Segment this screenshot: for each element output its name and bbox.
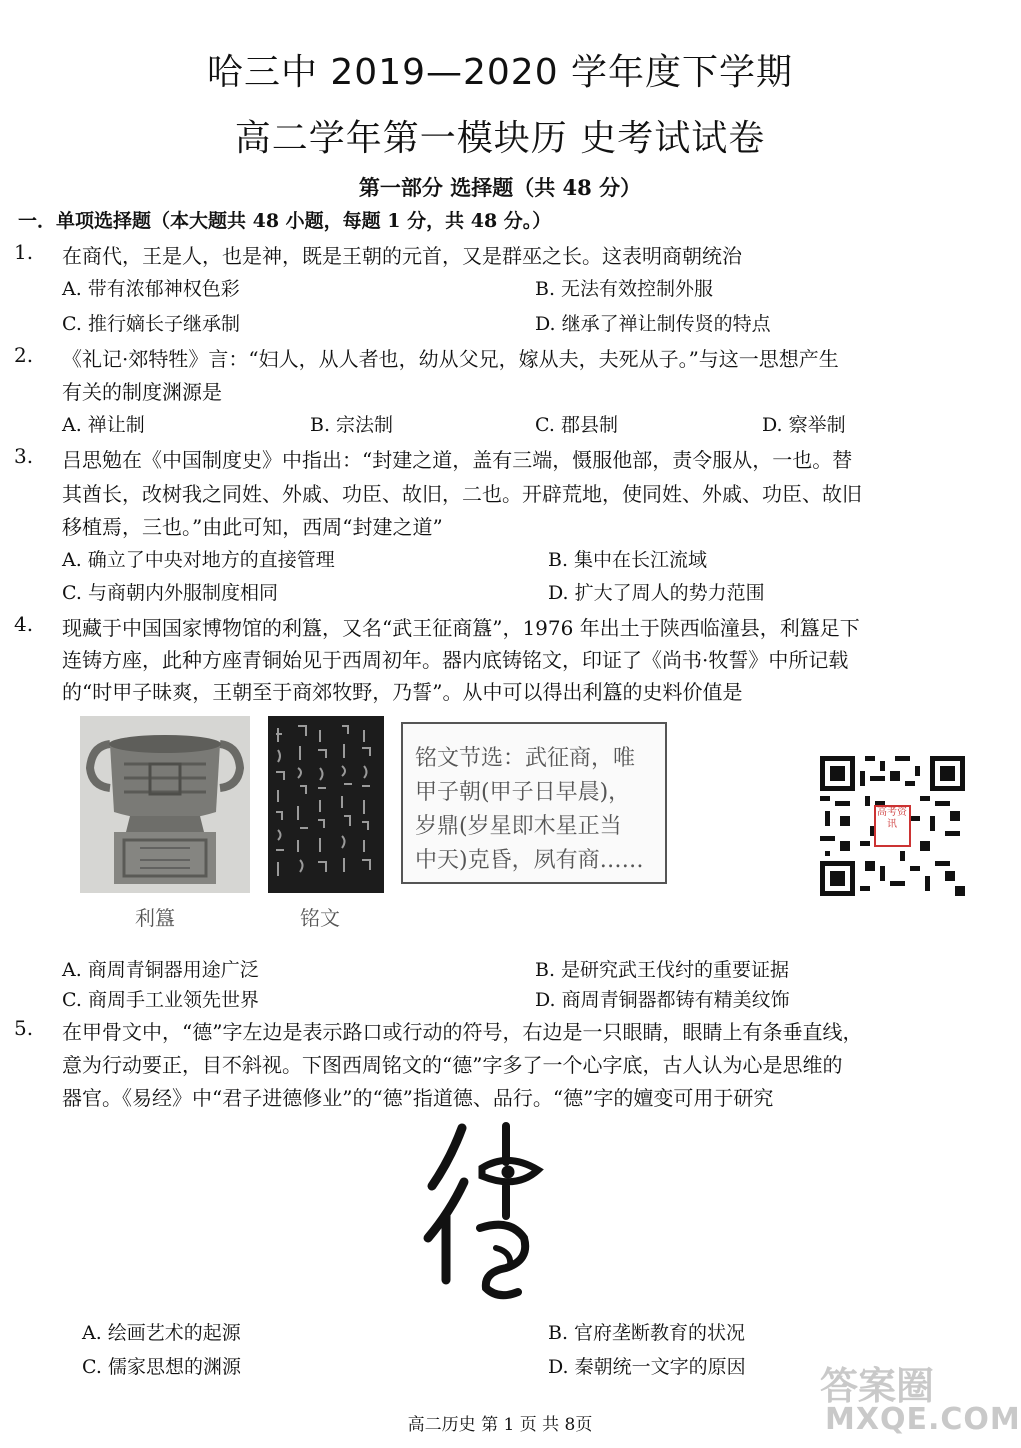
question-stem-line: 其酋长，改树我之同姓、外戚、功臣、故旧，二也。开辟荒地，使同姓、外戚、功臣、故旧 — [62, 482, 862, 506]
question-stem-line: 的“时甲子昧爽，王朝至于商郊牧野，乃誓”。从中可以得出利簋的史料价值是 — [62, 680, 743, 704]
question-stem-line: 现藏于中国国家博物馆的利簋，又名“武王征商簋”，1976 年出土于陕西临潼县，利簋足下 — [62, 616, 860, 640]
inscription-line: 岁鼎(岁星即木星正当 — [415, 814, 622, 839]
question-stem-line: 连铸方座，此种方座青铜始见于西周初年。器内底铸铭文，印证了《尚书·牧誓》中所记载 — [62, 648, 849, 672]
option-a[interactable]: A. 禅让制 — [62, 414, 145, 436]
option-b[interactable]: B. 官府垄断教育的状况 — [548, 1322, 746, 1344]
inscription-excerpt-box — [401, 722, 667, 884]
de-character-glyph — [420, 1120, 550, 1300]
page-footer: 高二历史 第 1 页 共 8页 — [407, 1415, 593, 1435]
watermark-logo: 答案圈 — [820, 1364, 935, 1408]
question-stem-line: 《礼记·郊特牲》言：“妇人，从人者也，幼从父兄，嫁从夫，夫死从子。”与这一思想产生 — [62, 347, 839, 371]
option-d[interactable]: D. 秦朝统一文字的原因 — [548, 1356, 746, 1378]
option-b[interactable]: B. 是研究武王伐纣的重要证据 — [535, 959, 790, 981]
part-title: 第一部分 选择题（共 48 分） — [358, 175, 642, 200]
option-c[interactable]: C. 儒家思想的渊源 — [82, 1356, 241, 1378]
option-a[interactable]: A. 带有浓郁神权色彩 — [62, 278, 240, 300]
section-title: 一．单项选择题（本大题共 48 小题，每题 1 分，共 48 分。） — [18, 210, 552, 232]
question-number: 4. — [14, 612, 34, 636]
question-number: 5. — [14, 1016, 34, 1040]
question-stem-line: 有关的制度渊源是 — [62, 380, 222, 404]
question-stem-line: 吕思勉在《中国制度史》中指出：“封建之道，盖有三端，慑服他部，责令服从，一也。替 — [62, 448, 853, 472]
inscription-line: 铭文节选：武征商，唯 — [415, 746, 636, 771]
question-number: 3. — [14, 444, 34, 468]
option-a[interactable]: A. 商周青铜器用途广泛 — [62, 959, 259, 981]
question-stem-line: 意为行动要正，目不斜视。下图西周铭文的“德”字多了一个心字底，古人认为心是思维的 — [62, 1053, 843, 1077]
option-d[interactable]: D. 商周青铜器都铸有精美纹饰 — [535, 989, 790, 1011]
question-stem-line: 移植焉，三也。”由此可知，西周“封建之道” — [62, 515, 443, 539]
caption-ligui: 利簋 — [135, 906, 175, 930]
qr-center-label: 高考资讯 — [877, 807, 907, 830]
option-d[interactable]: D. 察举制 — [762, 414, 846, 436]
inscription-rubbing-image — [268, 716, 384, 893]
option-d[interactable]: D. 继承了禅让制传贤的特点 — [535, 313, 771, 335]
watermark-url: MXQE.COM — [825, 1402, 1021, 1437]
option-c[interactable]: C. 推行嫡长子继承制 — [62, 313, 240, 335]
caption-inscription: 铭文 — [300, 906, 340, 930]
question-stem-line: 器官。《易经》中“君子进德修业”的“德”指道德、品行。“德”字的嬗变可用于研究 — [62, 1086, 774, 1110]
option-b[interactable]: B. 集中在长江流域 — [548, 549, 708, 571]
inscription-line: 甲子朝(甲子日早晨)， — [415, 780, 631, 805]
question-stem-line: 在商代，王是人，也是神，既是王朝的元首，又是群巫之长。这表明商朝统治 — [62, 244, 742, 268]
option-b[interactable]: B. 无法有效控制外服 — [535, 278, 714, 300]
inscription-line: 中天)克昏，夙有商…… — [415, 848, 644, 873]
ligui-vessel-image — [80, 716, 250, 893]
option-a[interactable]: A. 确立了中央对地方的直接管理 — [62, 549, 335, 571]
exam-title: 哈三中 2019—2020 学年度下学期 — [206, 52, 794, 93]
option-c[interactable]: C. 郡县制 — [535, 414, 618, 436]
option-d[interactable]: D. 扩大了周人的势力范围 — [548, 582, 765, 604]
option-a[interactable]: A. 绘画艺术的起源 — [82, 1322, 241, 1344]
option-c[interactable]: C. 商周手工业领先世界 — [62, 989, 259, 1011]
option-c[interactable]: C. 与商朝内外服制度相同 — [62, 582, 278, 604]
question-number: 1. — [14, 240, 34, 264]
option-b[interactable]: B. 宗法制 — [310, 414, 394, 436]
exam-subtitle: 高二学年第一模块历 史考试试卷 — [234, 118, 766, 159]
question-stem-line: 在甲骨文中，“德”字左边是表示路口或行动的符号，右边是一只眼睛，眼睛上有条垂直线， — [62, 1020, 863, 1044]
qr-code[interactable] — [820, 755, 965, 897]
question-number: 2. — [14, 343, 34, 367]
